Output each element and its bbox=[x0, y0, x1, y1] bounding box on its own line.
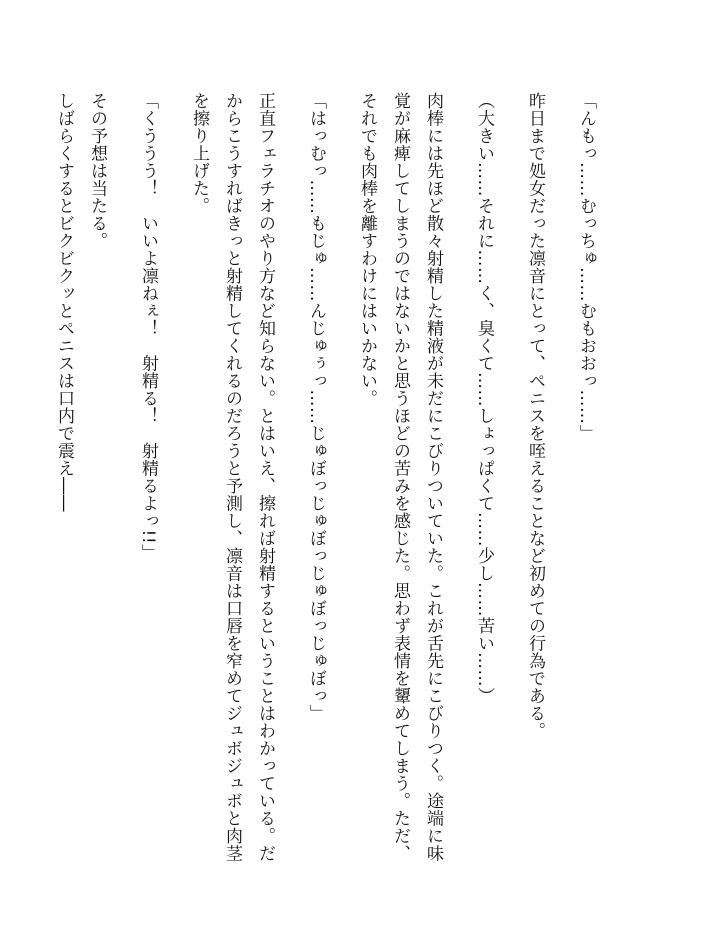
dialogue-line: 「はっむっ……もじゅ……んじゅぅっ……じゅぼっじゅぼっじゅぼっじゅぼっ」 bbox=[306, 92, 326, 722]
narration-paragraph: しばらくするとビクビクッとペニスは口内で震え―― bbox=[54, 92, 74, 512]
narration-paragraph: 肉棒には先ほど散々射精した精液が未だにこびりついていた。これが舌先にこびりつく。途端に味覚が麻痺してしまうのではないかと思うほどの苦みを感じた。思わず表情を顰めてしまう。ただ、それでも肉棒を離すわけにはいかない。 bbox=[357, 92, 443, 862]
narration-paragraph: 昨日まで処女だった凛音にとって、ペニスを咥えることなど初めての行為である。 bbox=[525, 92, 545, 740]
dialogue-line: 「くううう！ いいよ凛ねぇ！ 射精る！ 射精るよっ!!」 bbox=[138, 92, 158, 562]
vertical-text-body bbox=[47, 92, 620, 872]
inner-thought-line: （大きい……それに……く、臭くて……しょっぱくて……少し……苦い……） bbox=[474, 92, 494, 705]
narration-paragraph: 正直フェラチオのやり方など知らない。とはいえ、擦れば射精するということはわかっている。だからこうすればきっと射精してくれるのだろうと予測し、凛音は口唇を窄めてジュボジュボと肉茎を擦り上げた。 bbox=[189, 92, 275, 862]
dialogue-line: 「んもっ……むっちゅ……むもおおっ……」 bbox=[576, 92, 596, 442]
narration-paragraph: その予想は当たる。 bbox=[87, 92, 107, 250]
